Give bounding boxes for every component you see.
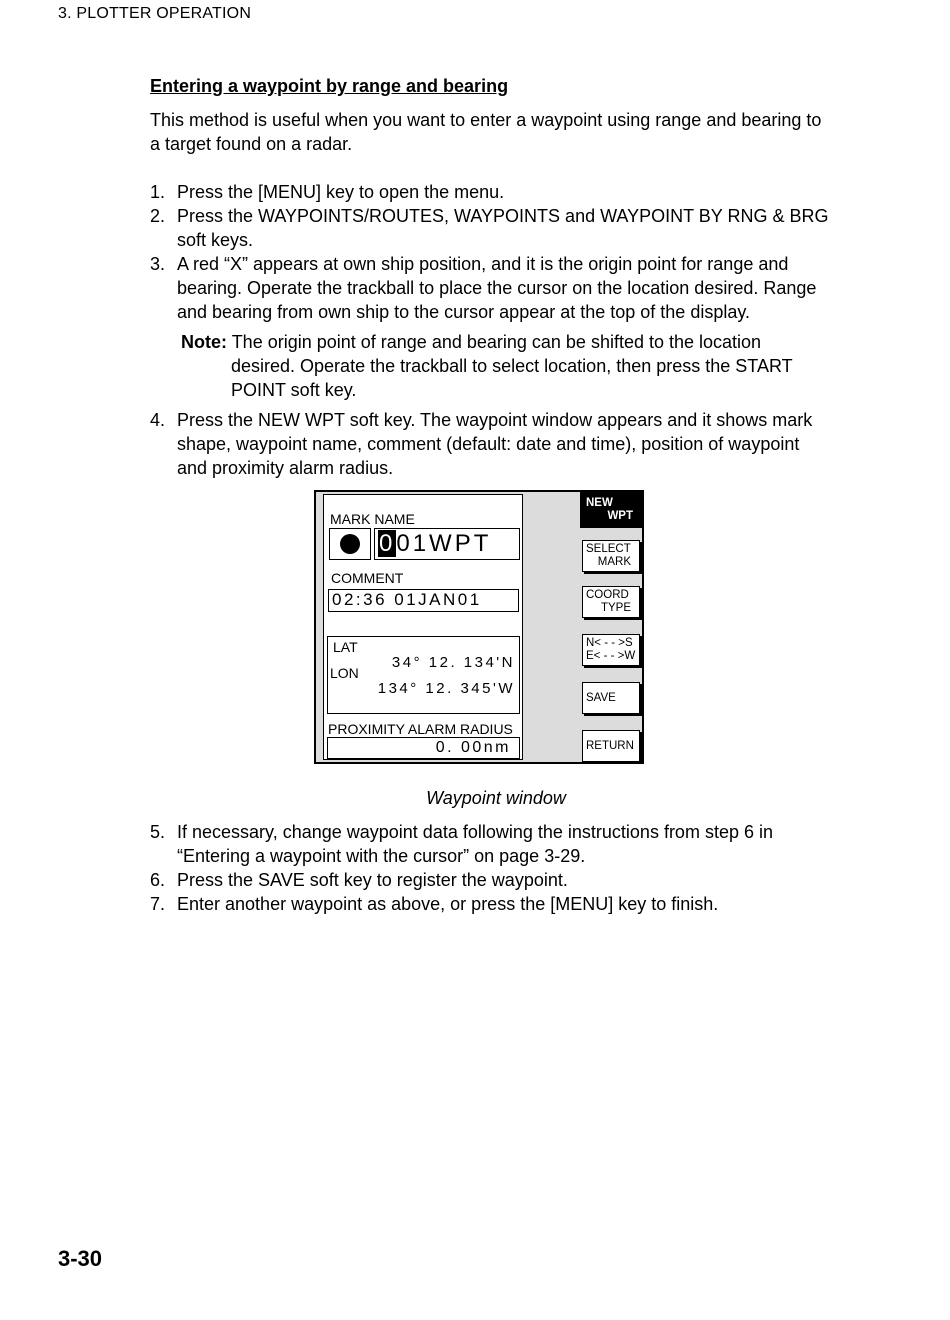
proximity-alarm-field[interactable]: 0. 00nm — [327, 737, 520, 759]
comment-label: COMMENT — [331, 570, 404, 586]
step-number: 3. — [150, 254, 166, 274]
step-text: Press the [MENU] key to open the menu. — [177, 182, 505, 202]
proximity-alarm-label: PROXIMITY ALARM RADIUS — [328, 721, 513, 737]
waypoint-name-field[interactable] — [374, 528, 520, 560]
step-text: Press the NEW WPT soft key. The waypoint window appears and it shows mark shape, waypoint name, comment (default: date and time), position of waypoint and proximity alarm radius. — [177, 410, 813, 478]
lon-value: 134° 12. 345'W — [377, 680, 515, 697]
steps-list — [150, 180, 830, 324]
softkey-label: N< - - >S — [586, 637, 633, 649]
position-field[interactable] — [327, 636, 520, 714]
list-item — [150, 820, 830, 868]
intro-paragraph: This method is useful when you want to enter a waypoint using range and bearing to a target found on a radar. — [150, 110, 822, 154]
step-text: Press the WAYPOINTS/ROUTES, WAYPOINTS and WAYPOINT BY RNG & BRG soft keys. — [177, 206, 829, 250]
new-wpt-softkey[interactable] — [580, 492, 644, 528]
waypoint-window-figure — [150, 480, 830, 776]
page-number: 3-30 — [58, 1246, 103, 1271]
select-mark-softkey[interactable] — [582, 540, 640, 572]
list-item — [150, 204, 830, 252]
mark-name-label: MARK NAME — [330, 511, 415, 527]
step-number: 1. — [150, 182, 166, 202]
lat-value: 34° 12. 134'N — [391, 654, 515, 671]
steps-list — [150, 820, 830, 916]
note-text: The origin point of range and bearing can be shifted to the location desired. Operate the trackball to select location, then press the START POINT soft key. — [231, 332, 793, 400]
list-item — [150, 408, 830, 480]
waypoint-window — [314, 490, 644, 764]
softkey-label: COORD — [586, 589, 629, 601]
step-number: 5. — [150, 822, 166, 842]
mark-shape-field[interactable] — [329, 528, 371, 560]
comment-field[interactable]: 02:36 01JAN01 — [328, 589, 519, 612]
softkey-label: MARK — [597, 556, 631, 568]
steps-list — [150, 408, 830, 480]
softkey-label: NEW — [586, 497, 613, 509]
lon-label: LON — [330, 665, 359, 681]
return-softkey[interactable]: RETURN — [582, 730, 640, 762]
step-text: Enter another waypoint as above, or press the [MENU] key to finish. — [177, 894, 719, 914]
softkey-label: TYPE — [600, 602, 631, 614]
note — [181, 330, 830, 402]
note-label: Note: — [181, 332, 227, 352]
list-item — [150, 868, 830, 892]
step-number: 2. — [150, 206, 166, 226]
waypoint-data-panel — [323, 494, 523, 760]
step-number: 4. — [150, 410, 166, 430]
ns-ew-softkey[interactable] — [582, 634, 640, 666]
text-cursor: 0 — [379, 530, 396, 557]
page-content — [150, 74, 830, 916]
softkey-label: E< - - >W — [586, 650, 636, 662]
coord-type-softkey[interactable] — [582, 586, 640, 618]
list-item — [150, 892, 830, 916]
step-number: 6. — [150, 870, 166, 890]
filled-circle-icon — [340, 534, 360, 554]
list-item — [150, 180, 830, 204]
step-text: A red “X” appears at own ship position, and it is the origin point for range and bearing. Operate the trackball to place the cursor on the location desired. Range and bearing from own ship to the cursor appear at the top of the display. — [177, 254, 817, 322]
save-softkey[interactable]: SAVE — [582, 682, 640, 714]
section-heading: Entering a waypoint by range and bearing — [150, 76, 509, 96]
softkey-label: SELECT — [586, 543, 631, 555]
list-item — [150, 252, 830, 324]
step-number: 7. — [150, 894, 166, 914]
step-text: If necessary, change waypoint data following the instructions from step 6 in “Entering a waypoint with the cursor” on page 3-29. — [177, 822, 773, 866]
waypoint-name-text: 01WPT — [396, 530, 492, 557]
lat-label: LAT — [333, 639, 358, 655]
figure-caption: Waypoint window — [426, 788, 566, 808]
step-text: Press the SAVE soft key to register the waypoint. — [177, 870, 568, 890]
section-header: 3. PLOTTER OPERATION — [58, 5, 252, 22]
softkey-label: WPT — [607, 510, 633, 522]
